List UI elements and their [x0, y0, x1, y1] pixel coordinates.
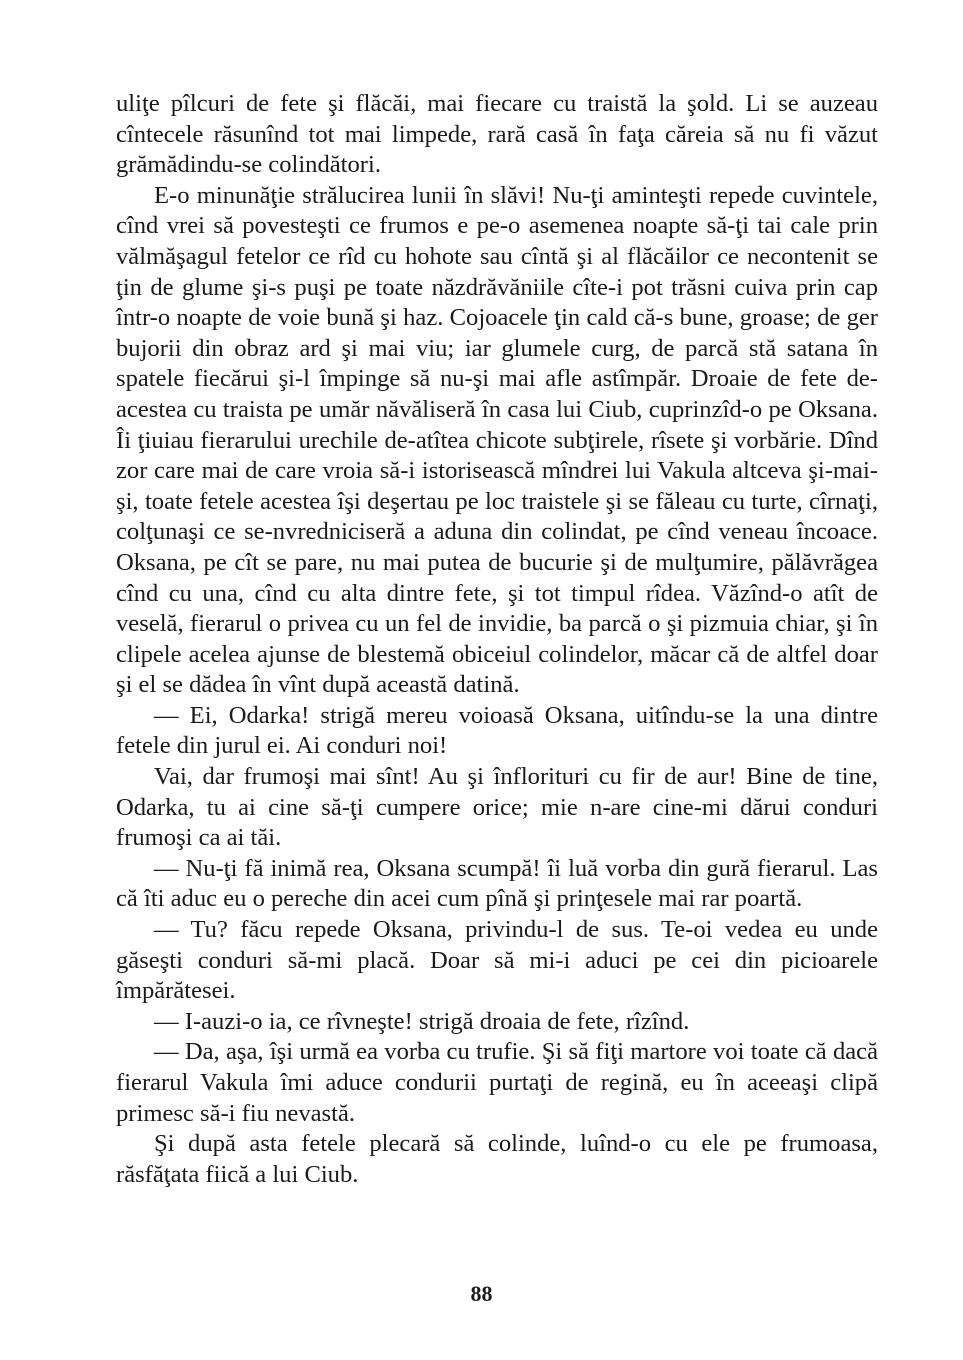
- dialogue-paragraph: — Nu-ţi fă inimă rea, Oksana scumpă! îi luă vorba din gură fierarul. Las că îti aduc eu o pereche din acei cum pînă şi prinţesele mai rar poartă.: [116, 854, 878, 913]
- paragraph: E-o minunăţie strălucirea lunii în slăvi! Nu-ţi aminteşti repede cuvintele, cînd vrei să povesteşti ce frumos e pe-o asemenea noapte să-ţi tai cale prin vălmăşagul fetelor ce rîd cu hohote sau cîntă şi al flăcăilor ce necontenit se ţin de glume şi-s puşi pe toate năzdrăvăniile cîte-i pot trăsni cuiva prin cap într-o noapte de voie bună şi haz. Cojoacele ţin cald că-s bune, groase; de ger bujorii din obraz ard şi mai viu; iar glumele curg, de parcă stă satana în spatele fiecărui şi-l împinge să nu-şi mai afle astîmpăr. Droaie de fete de-acestea cu traista pe umăr năvăliseră în casa lui Ciub, cuprinzîd-o pe Oksana. Îi ţiuiau fierarului urechile de-atîtea chicote subţirele, rîsete şi vorbărie. Dînd zor care mai de care vroia să-i istorisească mîndrei lui Vakula altceva şi-mai-şi, toate fetele acestea îşi deşertau pe loc traistele şi se făleau cu turte, cîrnaţi, colţunaşi ce se-nvredniciseră a aduna din colindat, pe cînd veneau încoace. Oksana, pe cît se pare, nu mai putea de bucurie şi de mulţumire, pălăvrăgea cînd cu una, cînd cu alta dintre fete, şi tot timpul rîdea. Văzînd-o atît de veselă, fierarul o privea cu un fel de invidie, ba parcă o şi pizmuia chiar, şi în clipele acelea ajunse de blestemă obiceiul colindelor, măcar că de altfel doar şi el se dădea în vînt după această datină.: [116, 181, 878, 699]
- dialogue-paragraph: — Da, aşa, îşi urmă ea vorba cu trufie. Şi să fiţi martore voi toate că dacă fierarul Vakula îmi aduce condurii purtaţi de regină, eu în aceeaşi clipă primesc să-i fiu nevastă.: [116, 1038, 878, 1127]
- page-number: 88: [470, 1281, 493, 1306]
- paragraph: Vai, dar frumoşi mai sînt! Au şi înflorituri cu fir de aur! Bine de tine, Odarka, tu ai cine să-ţi cumpere orice; mie n-are cine-mi dărui conduri frumoşi ca ai tăi.: [116, 763, 878, 852]
- paragraph-continued: uliţe pîlcuri de fete şi flăcăi, mai fiecare cu traistă la şold. Li se auzeau cîntecele răsunînd tot mai limpede, rară casă în faţa căreia să nu fi văzut grămădindu-se colindători.: [116, 90, 878, 179]
- page-body-text: [116, 89, 878, 1190]
- dialogue-paragraph: — I-auzi-o ia, ce rîvneşte! strigă droaia de fete, rîzînd.: [154, 1007, 690, 1035]
- dialogue-paragraph: — Tu? făcu repede Oksana, privindu-l de sus. Te-oi vedea eu unde găseşti conduri să-mi placă. Doar să mi-i aduci pe cei din picioarele împărătesei.: [116, 916, 878, 1005]
- paragraph: Şi după asta fetele plecară să colinde, luînd-o cu ele pe frumoasa, răsfăţata fiică a lui Ciub.: [116, 1130, 878, 1188]
- dialogue-paragraph: — Ei, Odarka! strigă mereu voioasă Oksana, uitîndu-se la una dintre fetele din jurul ei. Ai conduri noi!: [116, 701, 878, 760]
